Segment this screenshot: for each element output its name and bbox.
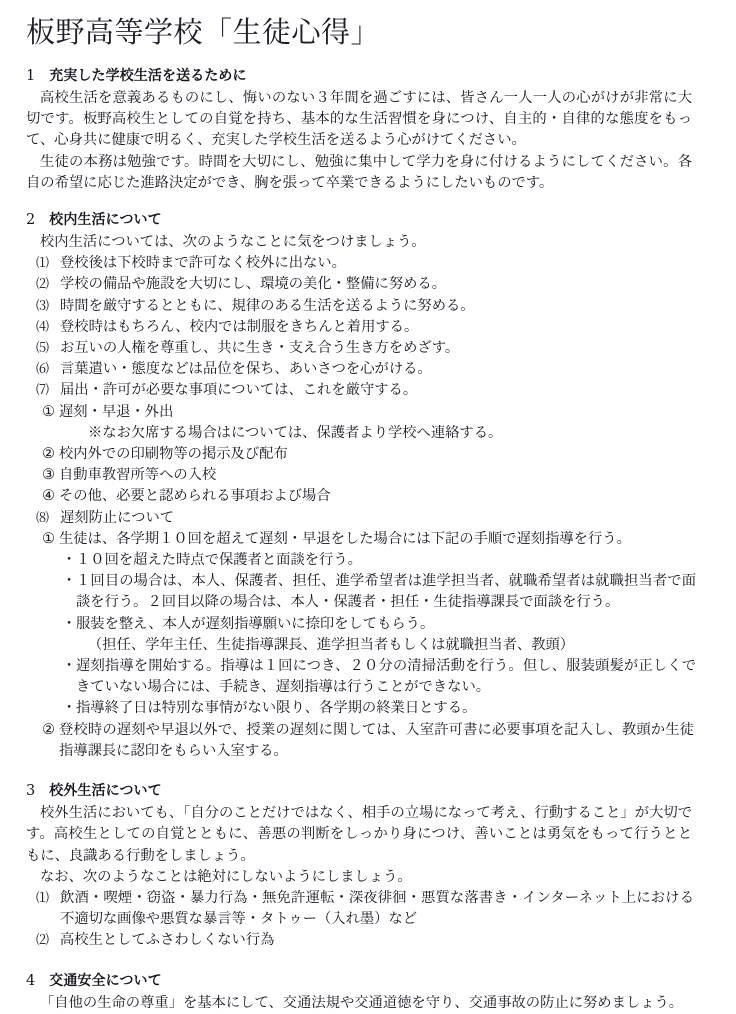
sub-list-item-marker: ② [42,446,55,463]
section-2-heading [26,210,710,231]
list-item [26,888,710,930]
section-4-number: 4 [26,972,36,989]
bullet-item-text: 服装を整え、本人が遅刻指導願いに捺印をしてもらう。 [76,615,435,632]
bullet-item-text: １０回を超えた時点で保護者と面談を行う。 [76,552,362,569]
list-item [26,274,710,295]
list-item-text: 登校後は下校時まで許可なく校外に出ない。 [60,255,346,272]
section-3-paragraph-1: 校外生活においても、「自分のことだけではなく、相手の立場になって考え、行動すること」が大切です。高校生としての自覚とともに、善悪の判断をしっかり身につけ、善いことは勇気をもって行うとともに、良識ある行動をしましょう。 [26,805,692,864]
list-item-text: 言葉遣い・態度などは品位を保ち、あいさつを心がける。 [60,361,432,378]
bullet-marker-icon: ・ [62,700,77,717]
bullet-item [26,656,710,698]
sub-list-item [26,529,710,550]
bullet-item-text: 遅刻指導を開始する。指導は１回につき、２０分の清掃活動を行う。但し、服装頭髪が正しくできていない場合には、手続き、遅刻指導は行うことができない。 [76,658,696,696]
section-1 [26,66,710,194]
list-item [26,359,710,380]
list-item [26,930,710,951]
section-3-title: 校外生活について [49,783,162,800]
bullet-marker-icon: ・ [62,658,77,675]
section-1-heading [26,66,710,87]
list-item-text: 学校の備品や施設を大切にし、環境の美化・整備に努める。 [60,276,447,293]
section-1-paragraph-1: 高校生活を意義あるものにし、悔いのない３年間を過ごすには、皆さん一人一人の心がけが非常に大切です。板野高校生としての自覚を持ち、基本的な生活習慣を身につけ、自主的・自律的な態度をもって、心身共に健康で明るく、充実した学校生活を送るよう心がけてください。 [26,90,692,149]
list-item-text: 高校生としてふさわしくない行為 [60,932,275,949]
spacer [26,764,710,781]
section-3-number: 3 [26,783,36,800]
list-item [26,508,710,529]
list-item-text: 登校時はもちろん、校内では制服をきちんと着用する。 [60,318,419,335]
sub-list-item [26,402,710,423]
bullet-item [26,571,710,613]
bullet-item-paren-note: （担任、学年主任、生徒指導課長、進学担当者もしくは就職担当者、教頭） [88,636,575,653]
list-item [26,380,710,401]
section-1-title: 充実した学校生活を送るために [49,68,247,84]
list-item [26,296,710,317]
sub-list-item [26,720,710,762]
section-3 [26,781,710,951]
sub-list-item [26,465,710,486]
section-1-number: 1 [26,68,36,84]
list-item-text: 飲酒・喫煙・窃盗・暴力行為・無免許運転・深夜徘徊・悪質な落書き・インターネット上における不適切な画像や悪質な暴言等・タトゥー（入れ墨）など [60,889,694,928]
bullet-item-text: １回目の場合は、本人、保護者、担任、進学希望者は進学担当者、就職希望者は就職担当者で面談を行う。２回目以降の場合は、本人・保護者・担任・生徒指導課長で面談を行う。 [76,573,696,611]
spacer [26,954,710,971]
list-item-marker: ⑶ [36,298,49,314]
section-4 [26,971,710,1014]
section-2 [26,210,710,762]
list-item-marker: ⑵ [36,933,49,949]
sub-list-item-text: 登校時の遅刻や早退以外で、授業の遅刻に関しては、入室許可書に必要事項を記入し、教頭か生徒指導課長に認印をもらい入室する。 [59,721,694,759]
list-item-text: 時間を厳守するとともに、規律のある生活を送るように努める。 [60,297,475,314]
bullet-marker-icon: ・ [62,552,77,569]
list-item-text: 遅刻防止について [60,509,175,526]
list-item [26,338,710,359]
list-item-marker: ⑵ [36,277,49,293]
sub-list-item-text: 自動車教習所等への入校 [59,467,217,484]
section-3-heading [26,781,710,802]
section-3-paragraph-2: なお、次のようなことは絶対にしないようにしましょう。 [40,868,412,885]
sub-list-item-marker: ④ [42,488,55,505]
list-item-marker: ⑷ [36,319,49,335]
section-4-title: 交通安全について [49,972,162,989]
section-2-lead: 校内生活については、次のようなことに気をつけましょう。 [40,234,426,251]
bullet-marker-icon: ・ [62,615,77,632]
list-item-text: お互いの人権を尊重し、共に生き・支え合う生き方をめざす。 [60,340,460,357]
list-item-marker: ⑺ [36,383,49,399]
page-title: 板野高等学校「生徒心得」 [26,15,381,49]
sub-list-item-note: ※なお欠席する場合はについては、保護者より学校へ連絡する。 [88,424,503,441]
list-item-marker: ⑴ [36,256,49,272]
list-item-marker: ⑹ [36,362,49,378]
list-item-text: 届出・許可が必要な事項については、これを厳守する。 [60,382,418,399]
sub-list-item-text: その他、必要と認められる事項および場合 [59,488,331,505]
bullet-item [26,614,710,635]
section-2-number: 2 [26,212,36,229]
section-2-title: 校内生活について [49,212,162,229]
sub-list-item-marker: ③ [42,467,55,484]
section-4-heading [26,971,710,992]
sub-list-item-marker: ① [42,403,55,420]
bullet-item [26,550,710,571]
list-item [26,317,710,338]
sub-list-item [26,444,710,465]
sub-list-item-marker: ① [42,530,55,547]
section-4-paragraph-1: 「自他の生命の尊重」を基本にして、交通法規や交通道徳を守り、交通事故の防止に努めましょう。 [40,994,684,1011]
spacer [26,196,710,210]
list-item-marker: ⑻ [36,510,49,526]
list-item-marker: ⑸ [36,341,49,357]
list-item-marker: ⑴ [36,890,49,906]
bullet-marker-icon: ・ [62,573,77,590]
bullet-item [26,698,710,719]
list-item [26,253,710,274]
sub-list-item-text: 遅刻・早退・外出 [59,403,174,420]
sub-list-item-text: 生徒は、各学期１０回を超えて遅刻・早退をした場合には下記の手順で遅刻指導を行う。 [59,530,631,547]
sub-list-item [26,486,710,507]
sub-list-item-marker: ② [42,721,55,738]
sub-list-item-text: 校内外での印刷物等の掲示及び配布 [59,446,288,463]
bullet-item-text: 指導終了日は特別な事情がない限り、各学期の終業日とする。 [76,700,477,717]
section-1-paragraph-2: 生徒の本務は勉強です。時間を大切にし、勉強に集中して学力を身に付けるようにしてください。各自の希望に応じた進路決定ができ、胸を張って卒業できるようにしたいものです。 [26,153,692,191]
